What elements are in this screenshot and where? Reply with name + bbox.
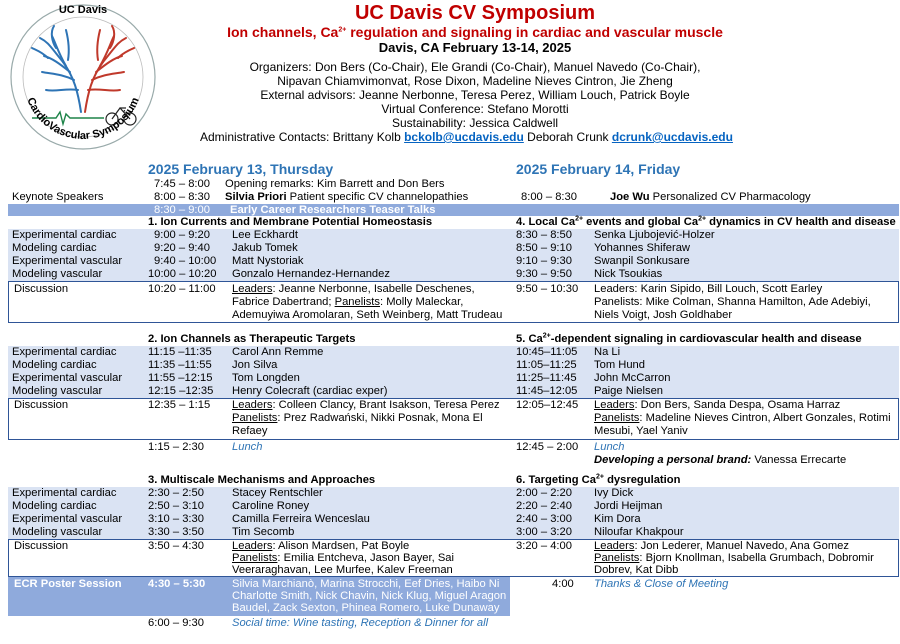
close-time: 4:00 bbox=[552, 578, 574, 590]
s3-time-2: 2:50 – 3:10 bbox=[148, 500, 204, 512]
s4-speaker-1: Senka Ljubojević-Holzer bbox=[594, 229, 715, 241]
s5-time-3: 11:25–11:45 bbox=[516, 372, 577, 384]
s2-speaker-4: Henry Colecraft (cardiac exper) bbox=[232, 385, 388, 397]
s4-discussion-line3: Niels Voigt, Josh Goldhaber bbox=[594, 309, 733, 321]
label-mod-cardiac-2: Modeling cardiac bbox=[12, 359, 97, 371]
social-time: 6:00 – 9:30 bbox=[148, 617, 204, 629]
s2-band-row3 bbox=[8, 372, 899, 385]
s1-speaker-3: Matt Nystoriak bbox=[232, 255, 304, 267]
email-link-kolb[interactable]: bckolb@ucdavis.edu bbox=[404, 130, 524, 144]
s4-speaker-4: Nick Tsoukias bbox=[594, 268, 663, 280]
label-exp-cardiac-2: Experimental cardiac bbox=[12, 346, 117, 358]
s4-time-4: 9:30 – 9:50 bbox=[516, 268, 572, 280]
s2-discussion-line2: Panelists: Prez Radwański, Nikki Posnak, Mona El bbox=[232, 412, 483, 424]
keynote2-time: 8:00 – 8:30 bbox=[521, 191, 577, 203]
s6-time-1: 2:00 – 2:20 bbox=[516, 487, 572, 499]
keynote-label: Keynote Speakers bbox=[12, 191, 104, 203]
keynote2: Joe Wu Personalized CV Pharmacology bbox=[610, 191, 811, 203]
label-exp-cardiac: Experimental cardiac bbox=[12, 229, 117, 241]
s5-speaker-3: John McCarron bbox=[594, 372, 671, 384]
s5-speaker-1: Na Li bbox=[594, 346, 621, 358]
session5-title: 5. $Ca^{2+}$-dependent signaling in cardiovascular health and disease bbox=[516, 332, 862, 345]
label-mod-vascular-2: Modeling vascular bbox=[12, 385, 103, 397]
s1-time-3: 9:40 – 10:00 bbox=[154, 255, 217, 267]
s3-discussion-line1: Leaders: Alison Mardsen, Pat Boyle bbox=[232, 540, 410, 552]
s6-speaker-4: Niloufar Khakpour bbox=[594, 526, 684, 538]
s4-discussion-line2: Panelists: Mike Colman, Shanna Hamilton, Ade Adebiyi, bbox=[594, 296, 871, 308]
label-ecr-poster: ECR Poster Session bbox=[14, 578, 122, 590]
logo-top-text: UC Davis bbox=[58, 4, 108, 16]
close-meeting: Thanks & Close of Meeting bbox=[594, 578, 729, 590]
admin-contacts: Administrative Contacts: Brittany Kolb bckolb@ucdavis.edu Deborah Crunk dcrunk@ucdavis.edu bbox=[200, 130, 733, 144]
s3-speaker-4: Tim Secomb bbox=[232, 526, 295, 538]
s1-time-1: 9:00 – 9:20 bbox=[154, 229, 210, 241]
label-exp-vascular: Experimental vascular bbox=[12, 255, 123, 267]
label-mod-cardiac: Modeling cardiac bbox=[12, 242, 97, 254]
ecr-poster-time: 4:30 – 5:30 bbox=[148, 578, 206, 590]
label-discussion-1: Discussion bbox=[14, 283, 69, 295]
opening-time: 7:45 – 8:00 bbox=[154, 178, 210, 190]
session6-title: 6. Targeting $Ca^{2+}$ dysregulation bbox=[516, 473, 681, 486]
s3-band-row4 bbox=[8, 526, 899, 539]
s5-speaker-2: Tom Hund bbox=[594, 359, 645, 371]
s3-speaker-3: Camilla Ferreira Wenceslau bbox=[232, 513, 370, 525]
s4-time-3: 9:10 – 9:30 bbox=[516, 255, 572, 267]
s3-time-1: 2:30 – 2:50 bbox=[148, 487, 204, 499]
s1-discussion-line3: Ademuyiwa Aromolaran, Seth Weinberg, Matt Trudeau bbox=[232, 309, 503, 321]
s1-speaker-4: Gonzalo Hernandez-Hernandez bbox=[232, 268, 390, 280]
s3-time-4: 3:30 – 3:50 bbox=[148, 526, 204, 538]
keynote1: Silvia Priori Patient specific CV channelopathies bbox=[225, 191, 469, 203]
day1-heading: 2025 February 13, Thursday bbox=[148, 161, 334, 177]
s5-lunch-time: 12:45 – 2:00 bbox=[516, 441, 579, 453]
s5-time-1: 10:45–11:05 bbox=[516, 346, 578, 358]
session4-title: 4. Local $Ca^{2+}$ events and global $Ca^{2+}$ dynamics in CV health and disease bbox=[516, 215, 896, 228]
s6-speaker-2: Jordi Heijman bbox=[594, 500, 663, 512]
s3-time-3: 3:10 – 3:30 bbox=[148, 513, 204, 525]
ecr-teaser-time: 8:30 – 9:00 bbox=[154, 204, 210, 216]
s1-band-row4 bbox=[8, 268, 899, 281]
organizers-line-1: Organizers: Don Bers (Co-Chair), Ele Grandi (Co-Chair), Manuel Navedo (Co-Chair), bbox=[249, 60, 701, 74]
s3-discussion-line3: Veeraraghavan, Lee Murfee, Kalev Freeman bbox=[232, 564, 453, 576]
s1-band-row2 bbox=[8, 242, 899, 255]
s5-time-4: 11:45–12:05 bbox=[516, 385, 578, 397]
s3-band-row1 bbox=[8, 487, 899, 500]
s5-discussion-time: 12:05–12:45 bbox=[516, 399, 579, 411]
s2-discussion-time: 12:35 – 1:15 bbox=[148, 399, 211, 411]
s1-speaker-2: Jakub Tomek bbox=[232, 242, 298, 254]
s5-lunch: Lunch bbox=[594, 441, 625, 453]
opening-text: Opening remarks: Kim Barrett and Don Bers bbox=[225, 178, 445, 190]
ecr-poster-line3: Baudel, Zack Sexton, Phinea Romero, Luke Dunaway bbox=[232, 602, 500, 614]
ecr-poster-line1: Silvia Marchianò, Marina Strocchi, Eef Dries, Haibo Ni bbox=[232, 578, 500, 590]
s4-discussion-time: 9:50 – 10:30 bbox=[516, 283, 579, 295]
label-exp-vascular-3: Experimental vascular bbox=[12, 513, 123, 525]
label-mod-vascular-3: Modeling vascular bbox=[12, 526, 103, 538]
s5-discussion-line1: Leaders: Don Bers, Sanda Despa, Osama Harraz bbox=[594, 399, 841, 411]
s2-band-row4 bbox=[8, 385, 899, 398]
label-discussion-2: Discussion bbox=[14, 399, 69, 411]
s2-speaker-1: Carol Ann Remme bbox=[232, 346, 324, 358]
s6-time-2: 2:20 – 2:40 bbox=[516, 500, 572, 512]
session2-title: 2. Ion Channels as Therapeutic Targets bbox=[148, 333, 356, 345]
s2-lunch-time: 1:15 – 2:30 bbox=[148, 441, 204, 453]
external-advisors: External advisors: Jeanne Nerbonne, Teresa Perez, William Louch, Patrick Boyle bbox=[260, 88, 690, 102]
s4-speaker-3: Swanpil Sonkusare bbox=[594, 255, 690, 267]
sustainability: Sustainability: Jessica Caldwell bbox=[391, 116, 559, 130]
s5-speaker-4: Paige Nielsen bbox=[594, 385, 664, 397]
s6-discussion-time: 3:20 – 4:00 bbox=[516, 540, 572, 552]
s2-time-4: 12:15 –12:35 bbox=[148, 385, 214, 397]
s6-discussion-line3: Dobrev, Kat Dibb bbox=[594, 564, 679, 576]
s2-time-3: 11:55 –12:15 bbox=[148, 372, 213, 384]
s2-speaker-2: Jon Silva bbox=[232, 359, 278, 371]
s5-discussion-line3: Mesubi, Yael Yaniv bbox=[594, 425, 688, 437]
s2-discussion-line1: Leaders: Colleen Clancy, Brant Isakson, Teresa Perez bbox=[232, 399, 500, 411]
label-exp-cardiac-3: Experimental cardiac bbox=[12, 487, 117, 499]
s1-time-2: 9:20 – 9:40 bbox=[154, 242, 210, 254]
s1-discussion-line1: Leaders: Jeanne Nerbonne, Isabelle Deschenes, bbox=[232, 283, 475, 295]
s2-discussion-line3: Refaey bbox=[232, 425, 268, 437]
s6-time-3: 2:40 – 3:00 bbox=[516, 513, 572, 525]
s6-discussion-line1: Leaders: Jon Lederer, Manuel Navedo, Ana Gomez bbox=[594, 540, 849, 552]
email-link-crunk[interactable]: dcrunk@ucdavis.edu bbox=[611, 130, 733, 144]
s1-band-row3 bbox=[8, 255, 899, 268]
s2-band-row1 bbox=[8, 346, 899, 359]
s3-discussion-time: 3:50 – 4:30 bbox=[148, 540, 204, 552]
virtual-conference: Virtual Conference: Stefano Morotti bbox=[381, 102, 569, 116]
s3-band-row2 bbox=[8, 500, 899, 513]
s3-discussion-line2: Panelists: Emilia Entcheva, Jason Bayer, Sai bbox=[232, 552, 455, 564]
s2-speaker-3: Tom Longden bbox=[232, 372, 300, 384]
label-discussion-3: Discussion bbox=[14, 540, 69, 552]
s2-band-row2 bbox=[8, 359, 899, 372]
s2-lunch: Lunch bbox=[232, 441, 263, 453]
s4-discussion-line1: Leaders: Karin Sipido, Bill Louch, Scott Earley bbox=[594, 283, 823, 295]
s5-discussion-line2: Panelists: Madeline Nieves Cintron, Albert Gonzales, Rotimi bbox=[594, 412, 891, 424]
s5-time-2: 11:05–11:25 bbox=[516, 359, 577, 371]
s1-band-row1 bbox=[8, 229, 899, 242]
page-subtitle: Ion channels, $Ca^{2+}$ regulation and signaling in cardiac and vascular muscle bbox=[227, 24, 723, 40]
ecr-teaser-text: Early Career Researchers Teaser Talks bbox=[230, 204, 436, 216]
label-mod-cardiac-3: Modeling cardiac bbox=[12, 500, 97, 512]
place-date: Davis, CA February 13-14, 2025 bbox=[378, 40, 572, 55]
label-exp-vascular-2: Experimental vascular bbox=[12, 372, 123, 384]
s1-discussion-line2: Fabrice Dabertrand; Panelists: Molly Maleckar, bbox=[232, 296, 464, 308]
s2-time-2: 11:35 –11:55 bbox=[148, 359, 212, 371]
page-title: UC Davis CV Symposium bbox=[354, 2, 596, 24]
s2-time-1: 11:15 –11:35 bbox=[148, 346, 212, 358]
s1-time-4: 10:00 – 10:20 bbox=[148, 268, 217, 280]
s4-time-2: 8:50 – 9:10 bbox=[516, 242, 572, 254]
day2-heading: 2025 February 14, Friday bbox=[516, 161, 681, 177]
organizers-line-2: Nipavan Chiamvimonvat, Rose Dixon, Madeline Nieves Cintron, Jie Zheng bbox=[277, 74, 673, 88]
s4-time-1: 8:30 – 8:50 bbox=[516, 229, 572, 241]
s3-speaker-2: Caroline Roney bbox=[232, 500, 310, 512]
s6-discussion-line2: Panelists: Bjorn Knollman, Isabella Grumbach, Dobromir bbox=[594, 552, 874, 564]
ecr-poster-line2: Charlotte Smith, Nick Chavin, Nick Klug, Miguel Aragon bbox=[232, 590, 507, 602]
session1-title: 1. Ion Currents and Membrane Potential Homeostasis bbox=[148, 216, 433, 228]
label-mod-vascular: Modeling vascular bbox=[12, 268, 103, 280]
session3-title: 3. Multiscale Mechanisms and Approaches bbox=[148, 474, 376, 486]
ecr-teaser-band bbox=[8, 204, 899, 216]
social-text: Social time: Wine tasting, Reception & Dinner for all bbox=[232, 617, 489, 629]
s6-speaker-1: Ivy Dick bbox=[594, 487, 634, 499]
s1-speaker-1: Lee Eckhardt bbox=[232, 229, 298, 241]
s3-band-row3 bbox=[8, 513, 899, 526]
keynote1-time: 8:00 – 8:30 bbox=[154, 191, 210, 203]
s6-time-4: 3:00 – 3:20 bbox=[516, 526, 572, 538]
s6-speaker-3: Kim Dora bbox=[594, 513, 641, 525]
s1-discussion-time: 10:20 – 11:00 bbox=[148, 283, 216, 295]
s3-speaker-1: Stacey Rentschler bbox=[232, 487, 323, 499]
personal-brand: Developing a personal brand: Vanessa Errecarte bbox=[594, 454, 847, 466]
s4-speaker-2: Yohannes Shiferaw bbox=[594, 242, 690, 254]
logo-ring-text: CardioVascular Symposium bbox=[24, 95, 142, 142]
